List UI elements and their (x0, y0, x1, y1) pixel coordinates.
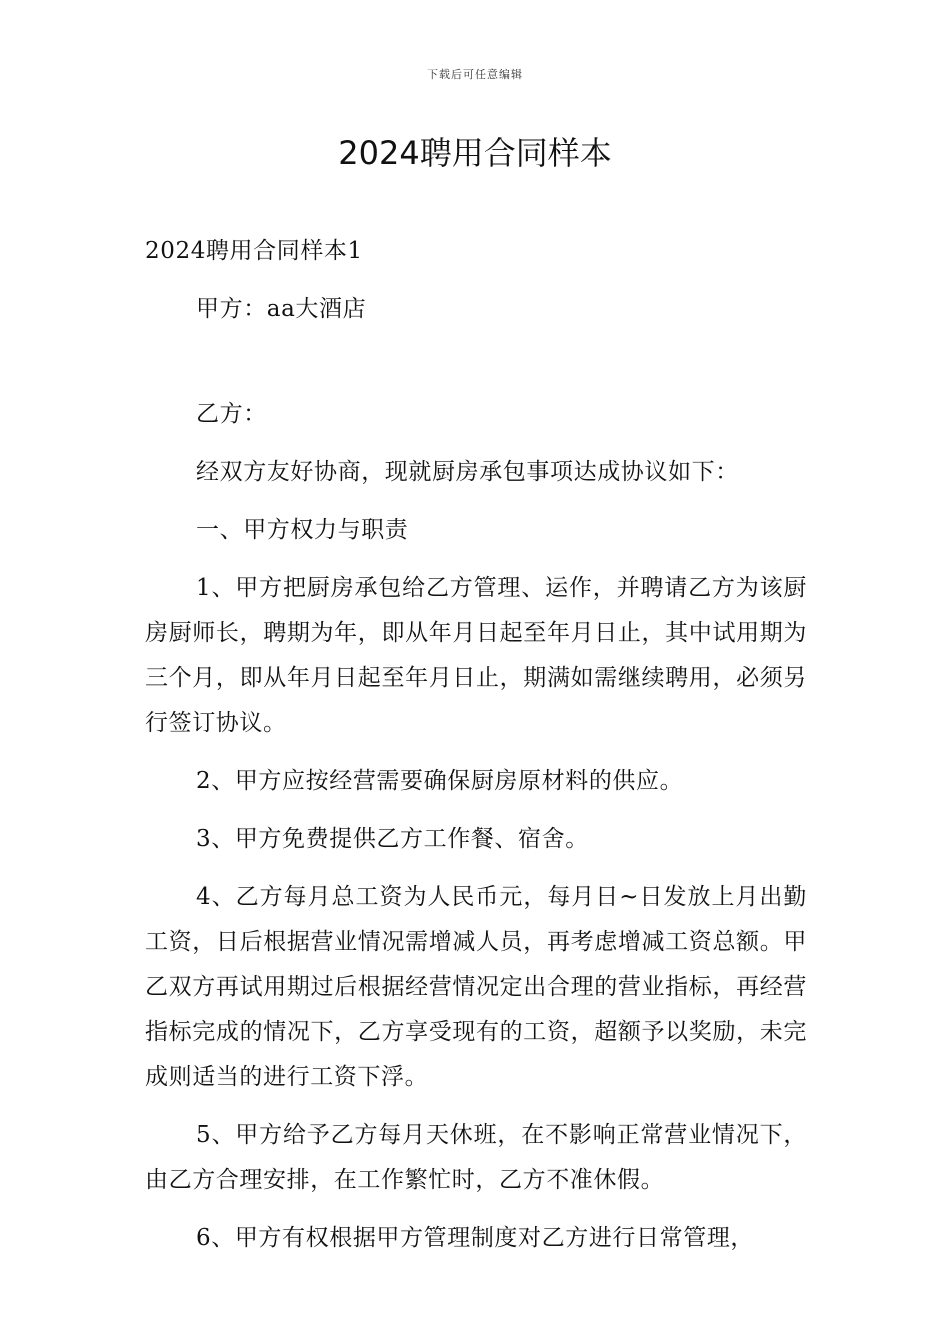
intro-paragraph: 经双方友好协商，现就厨房承包事项达成协议如下： (196, 459, 739, 485)
clause-5: 5、甲方给予乙方每月天休班，在不影响正常营业情况下，由乙方合理安排，在工作繁忙时，乙方不准休假。 (145, 1122, 807, 1193)
document-body (145, 229, 807, 1274)
clause-2: 2、甲方应按经营需要确保厨房原材料的供应。 (196, 768, 684, 794)
clause-heading: 一、甲方权力与职责 (196, 517, 409, 543)
document-title: 2024聘用合同样本 (338, 134, 612, 172)
clause-6: 6、甲方有权根据甲方管理制度对乙方进行日常管理， (196, 1225, 755, 1251)
party-b: 乙方： (196, 401, 267, 427)
section-heading: 2024聘用合同样本1 (145, 238, 363, 264)
clause-1: 1、甲方把厨房承包给乙方管理、运作，并聘请乙方为该厨房厨师长，聘期为年，即从年月日起至年月日止，其中试用期为三个月，即从年月日起至年月日止，期满如需继续聘用，必须另行签订协议。 (145, 575, 807, 736)
clause-3: 3、甲方免费提供乙方工作餐、宿舍。 (196, 826, 589, 852)
clause-4: 4、乙方每月总工资为人民币元，每月日~日发放上月出勤工资，日后根据营业情况需增减人员，再考虑增减工资总额。甲乙双方再试用期过后根据经营情况定出合理的营业指标，再经营指标完成的情况下，乙方享受现有的工资，超额予以奖励，未完成则适当的进行工资下浮。 (145, 884, 807, 1090)
party-a: 甲方：aa大酒店 (196, 296, 367, 322)
header-note: 下载后可任意编辑 (427, 68, 523, 81)
